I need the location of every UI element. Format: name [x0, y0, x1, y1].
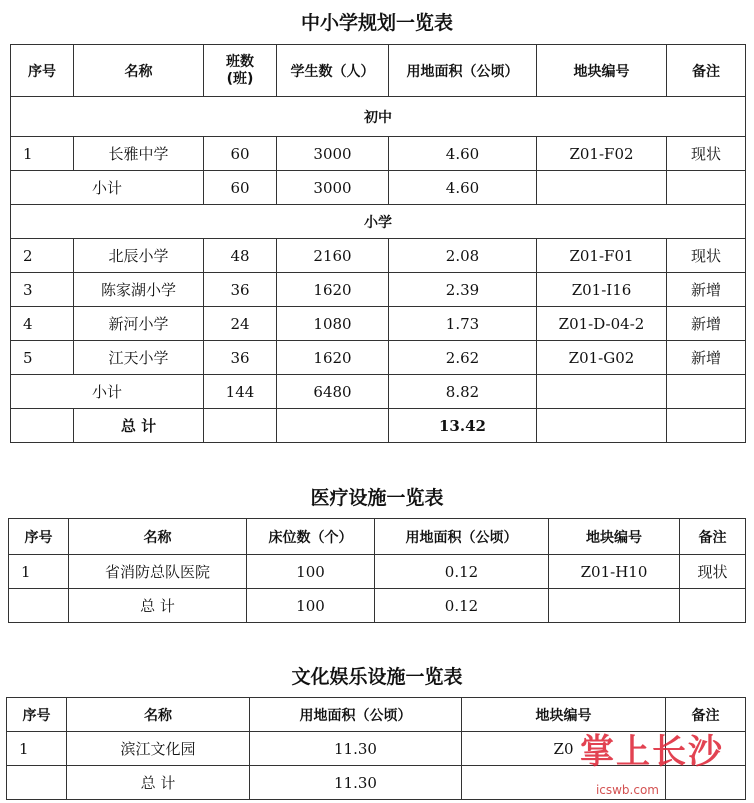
cell-no: 1 [7, 732, 67, 766]
header-no: 序号 [7, 698, 67, 732]
section-row [11, 205, 746, 239]
total-beds: 100 [247, 589, 375, 623]
empty-cell [667, 375, 746, 409]
table-row [11, 341, 746, 375]
culture-table-title: 文化娱乐设施一览表 [291, 666, 463, 688]
cell-area: 0.12 [375, 555, 549, 589]
cell-no: 5 [11, 341, 74, 375]
cell-area: 11.30 [250, 732, 462, 766]
cell-no: 3 [11, 273, 74, 307]
cell-plot: Z01-I16 [537, 273, 667, 307]
cell-students: 2160 [277, 239, 389, 273]
total-label: 总 计 [74, 409, 204, 443]
empty-cell [549, 589, 680, 623]
cell-plot: Z01-D-04-2 [537, 307, 667, 341]
subtotal-classes: 144 [204, 375, 277, 409]
subtotal-label: 小计 [11, 375, 204, 409]
header-plot: 地块编号 [549, 519, 680, 555]
medical-table-title: 医疗设施一览表 [310, 487, 444, 509]
cell-note: 新增 [667, 341, 746, 375]
empty-cell [537, 375, 667, 409]
total-area: 13.42 [389, 409, 537, 443]
cell-plot: Z01-H10 [549, 555, 680, 589]
total-label: 总 计 [67, 766, 250, 800]
cell-name: 新河小学 [74, 307, 204, 341]
empty-cell [667, 409, 746, 443]
total-area: 0.12 [375, 589, 549, 623]
total-row [11, 409, 746, 443]
total-area: 11.30 [250, 766, 462, 800]
cell-name: 省消防总队医院 [69, 555, 247, 589]
watermark-url: icswb.com [595, 783, 659, 797]
cell-classes: 36 [204, 341, 277, 375]
header-area: 用地面积（公顷） [375, 519, 549, 555]
header-note: 备注 [667, 45, 746, 97]
cell-classes: 48 [204, 239, 277, 273]
header-area: 用地面积（公顷） [389, 45, 537, 97]
cell-area: 2.62 [389, 341, 537, 375]
table-row [11, 137, 746, 171]
cell-area: 2.39 [389, 273, 537, 307]
watermark-logo: 掌上长沙 [580, 732, 724, 772]
cell-students: 3000 [277, 137, 389, 171]
header-plot: 地块编号 [537, 45, 667, 97]
empty-cell [667, 171, 746, 205]
subtotal-row [11, 375, 746, 409]
empty-cell [7, 766, 67, 800]
cell-area: 2.08 [389, 239, 537, 273]
subtotal-students: 3000 [277, 171, 389, 205]
header-students: 学生数（人） [277, 45, 389, 97]
cell-area: 1.73 [389, 307, 537, 341]
cell-note: 现状 [667, 239, 746, 273]
cell-name: 陈家湖小学 [74, 273, 204, 307]
cell-name: 长雅中学 [74, 137, 204, 171]
subtotal-classes: 60 [204, 171, 277, 205]
cell-students: 1620 [277, 273, 389, 307]
empty-cell [9, 589, 69, 623]
subtotal-students: 6480 [277, 375, 389, 409]
subtotal-row [11, 171, 746, 205]
empty-cell [537, 409, 667, 443]
cell-no: 1 [9, 555, 69, 589]
cell-plot: Z0 [462, 732, 666, 766]
table-row [11, 307, 746, 341]
cell-area: 4.60 [389, 137, 537, 171]
school-table [10, 44, 746, 443]
header-no: 序号 [9, 519, 69, 555]
header-row [11, 45, 746, 97]
section-label: 小学 [11, 205, 746, 239]
empty-cell [537, 171, 667, 205]
cell-plot: Z01-G02 [537, 341, 667, 375]
section-label: 初中 [11, 97, 746, 137]
empty-cell [277, 409, 389, 443]
cell-classes: 60 [204, 137, 277, 171]
medical-table [8, 518, 746, 623]
total-label: 总 计 [69, 589, 247, 623]
cell-students: 1620 [277, 341, 389, 375]
total-row [9, 589, 746, 623]
cell-note: 现状 [680, 555, 746, 589]
school-table-title: 中小学规划一览表 [300, 12, 453, 34]
table-row [9, 555, 746, 589]
header-classes: 班数 (班) [204, 45, 277, 97]
empty-cell [204, 409, 277, 443]
cell-beds: 100 [247, 555, 375, 589]
cell-no: 2 [11, 239, 74, 273]
header-name: 名称 [74, 45, 204, 97]
header-plot: 地块编号 [462, 698, 666, 732]
subtotal-area: 8.82 [389, 375, 537, 409]
subtotal-area: 4.60 [389, 171, 537, 205]
cell-classes: 36 [204, 273, 277, 307]
header-beds: 床位数（个） [247, 519, 375, 555]
header-name: 名称 [69, 519, 247, 555]
table-row [11, 239, 746, 273]
cell-students: 1080 [277, 307, 389, 341]
cell-name: 江天小学 [74, 341, 204, 375]
cell-no: 4 [11, 307, 74, 341]
cell-note: 现状 [667, 137, 746, 171]
header-no: 序号 [11, 45, 74, 97]
cell-no: 1 [11, 137, 74, 171]
cell-note: 新增 [667, 307, 746, 341]
header-area: 用地面积（公顷） [250, 698, 462, 732]
subtotal-label: 小计 [11, 171, 204, 205]
empty-cell [11, 409, 74, 443]
header-note: 备注 [680, 519, 746, 555]
cell-classes: 24 [204, 307, 277, 341]
section-row [11, 97, 746, 137]
cell-name: 滨江文化园 [67, 732, 250, 766]
cell-plot: Z01-F02 [537, 137, 667, 171]
header-name: 名称 [67, 698, 250, 732]
cell-name: 北辰小学 [74, 239, 204, 273]
cell-plot: Z01-F01 [537, 239, 667, 273]
header-row [9, 519, 746, 555]
empty-cell [680, 589, 746, 623]
cell-note: 新增 [667, 273, 746, 307]
header-note: 备注 [666, 698, 746, 732]
table-row [11, 273, 746, 307]
